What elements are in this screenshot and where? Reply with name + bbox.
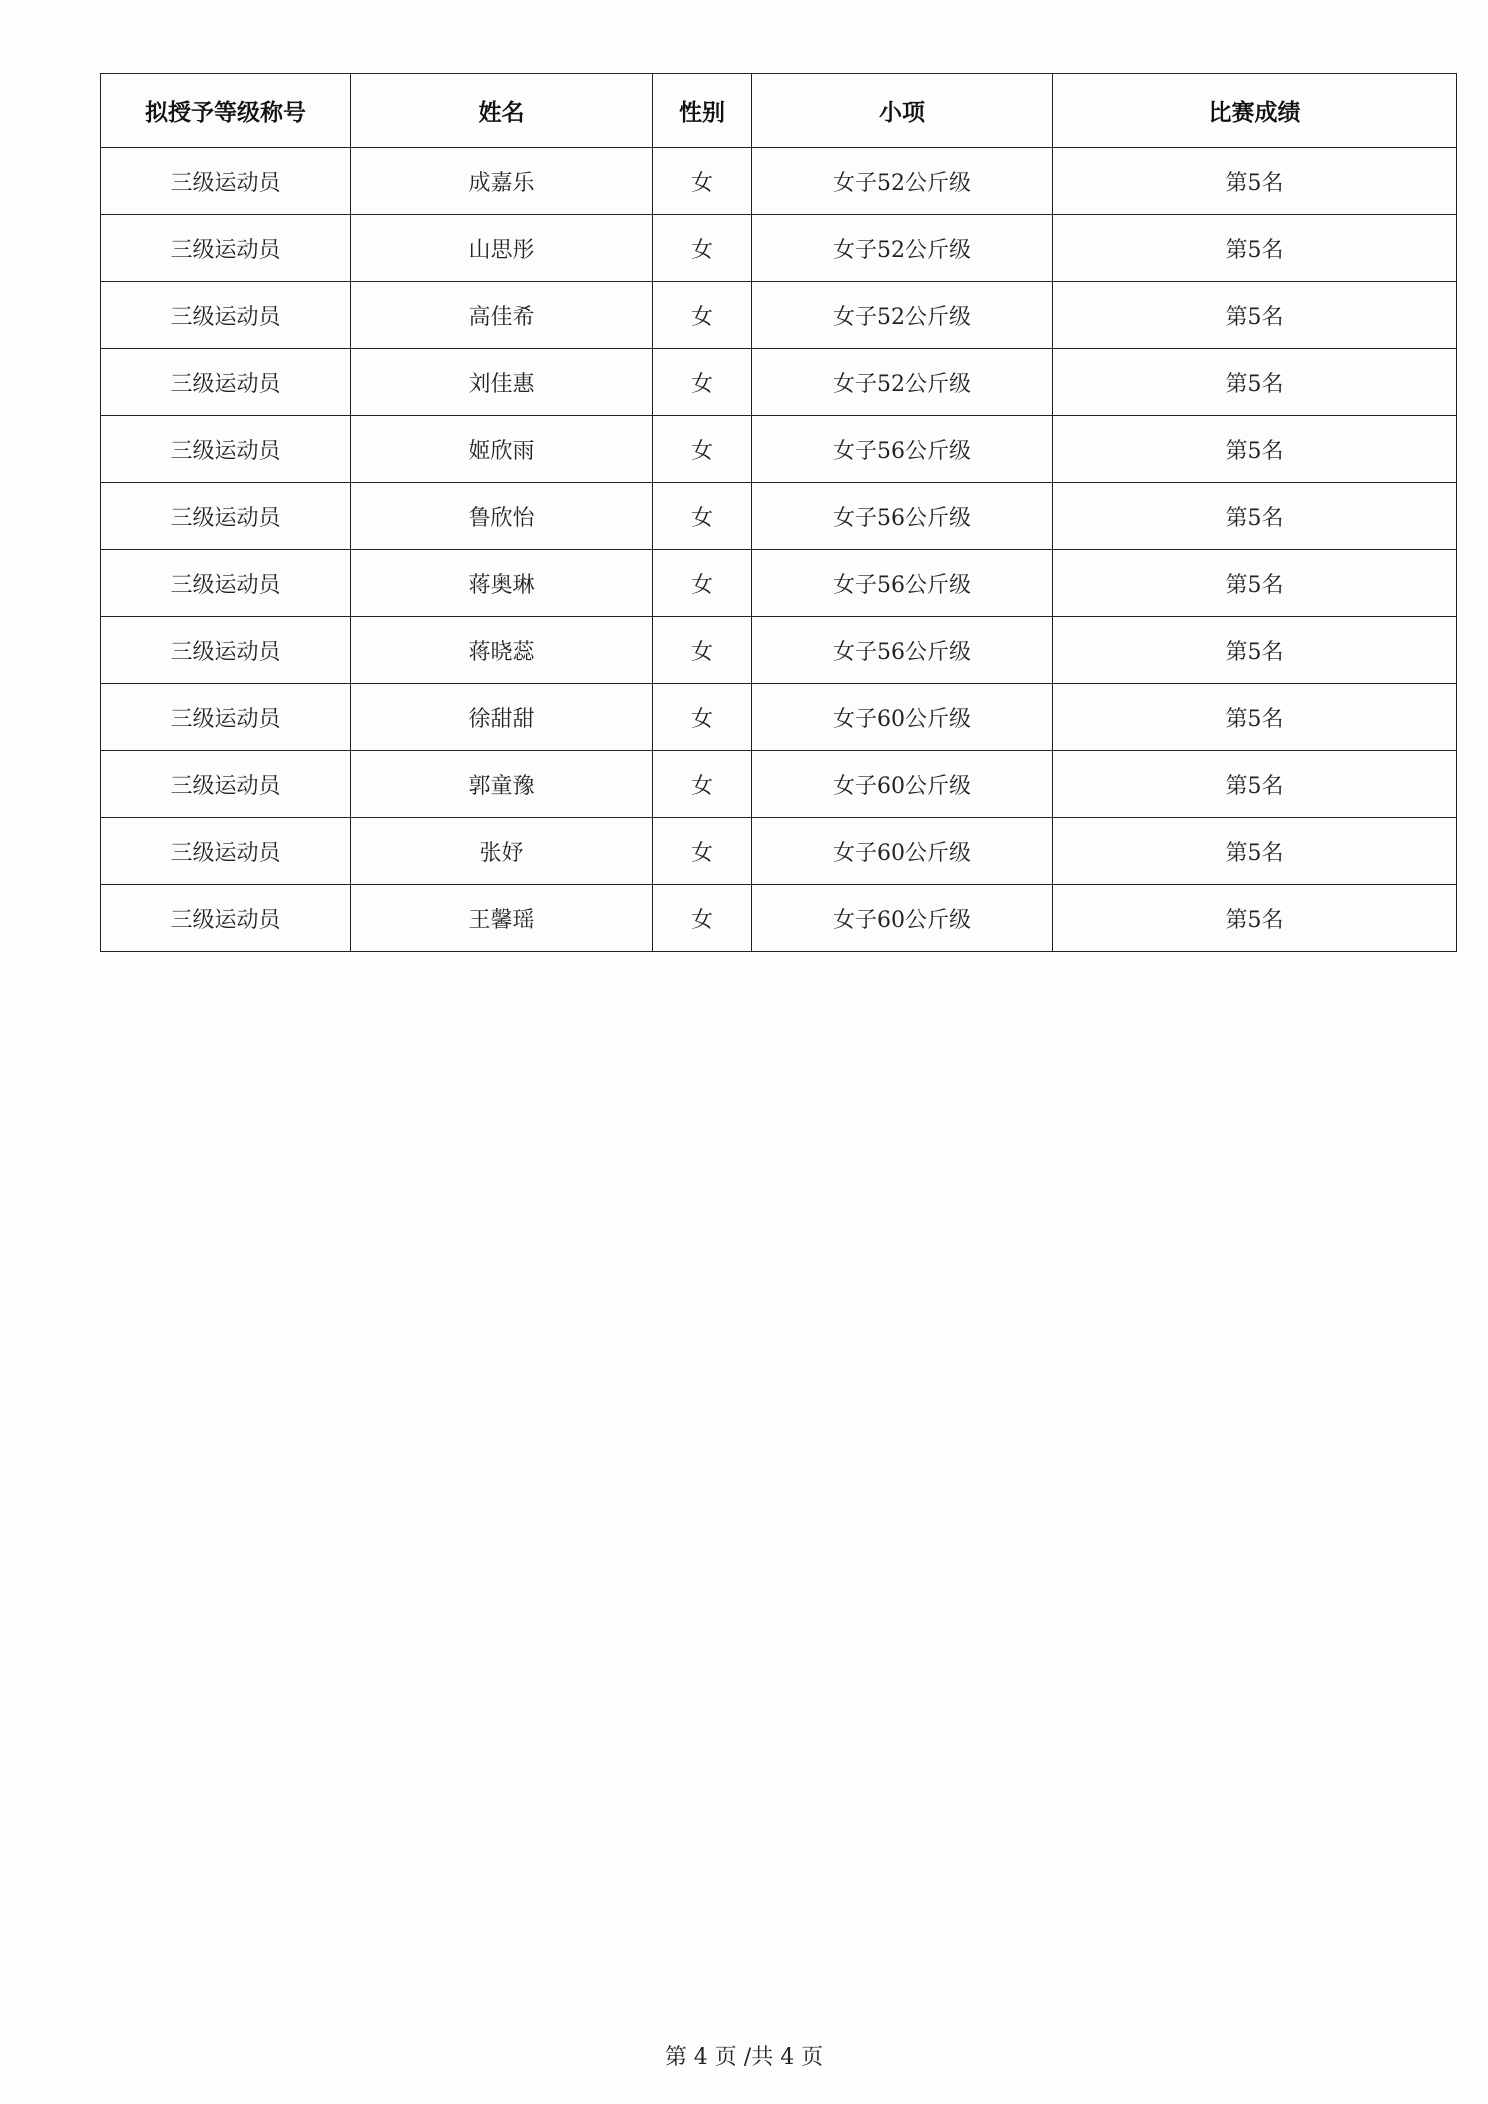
cell-grade-title: 三级运动员 (101, 215, 351, 282)
cell-gender: 女 (653, 885, 752, 952)
cell-event: 女子56公斤级 (752, 483, 1053, 550)
cell-gender: 女 (653, 751, 752, 818)
table-row (101, 818, 1457, 885)
cell-result: 第5名 (1053, 617, 1457, 684)
cell-gender: 女 (653, 818, 752, 885)
cell-result: 第5名 (1053, 416, 1457, 483)
table-header-row (101, 74, 1457, 148)
cell-grade-title: 三级运动员 (101, 483, 351, 550)
table-row (101, 550, 1457, 617)
table-row (101, 282, 1457, 349)
cell-result: 第5名 (1053, 684, 1457, 751)
cell-grade-title: 三级运动员 (101, 818, 351, 885)
cell-athlete-name: 成嘉乐 (351, 148, 653, 215)
table-row (101, 148, 1457, 215)
cell-grade-title: 三级运动员 (101, 550, 351, 617)
page-number-footer: 第 4 页 /共 4 页 (664, 2045, 824, 2070)
cell-grade-title: 三级运动员 (101, 684, 351, 751)
cell-athlete-name: 刘佳惠 (351, 349, 653, 416)
cell-grade-title: 三级运动员 (101, 416, 351, 483)
cell-result: 第5名 (1053, 885, 1457, 952)
cell-event: 女子60公斤级 (752, 684, 1053, 751)
cell-event: 女子56公斤级 (752, 617, 1053, 684)
cell-athlete-name: 鲁欣怡 (351, 483, 653, 550)
cell-athlete-name: 郭童豫 (351, 751, 653, 818)
header-result: 比赛成绩 (1053, 74, 1457, 148)
cell-event: 女子56公斤级 (752, 416, 1053, 483)
cell-athlete-name: 徐甜甜 (351, 684, 653, 751)
cell-event: 女子52公斤级 (752, 215, 1053, 282)
cell-gender: 女 (653, 617, 752, 684)
cell-event: 女子52公斤级 (752, 349, 1053, 416)
cell-result: 第5名 (1053, 751, 1457, 818)
header-name: 姓名 (351, 74, 653, 148)
cell-grade-title: 三级运动员 (101, 282, 351, 349)
cell-athlete-name: 姬欣雨 (351, 416, 653, 483)
table-row (101, 617, 1457, 684)
cell-result: 第5名 (1053, 282, 1457, 349)
cell-grade-title: 三级运动员 (101, 885, 351, 952)
athlete-grade-table (100, 73, 1457, 952)
cell-gender: 女 (653, 349, 752, 416)
cell-grade-title: 三级运动员 (101, 617, 351, 684)
header-grade-title: 拟授予等级称号 (101, 74, 351, 148)
cell-event: 女子56公斤级 (752, 550, 1053, 617)
cell-athlete-name: 蒋晓蕊 (351, 617, 653, 684)
cell-gender: 女 (653, 282, 752, 349)
cell-gender: 女 (653, 148, 752, 215)
cell-result: 第5名 (1053, 550, 1457, 617)
cell-event: 女子52公斤级 (752, 148, 1053, 215)
table-row (101, 215, 1457, 282)
cell-grade-title: 三级运动员 (101, 148, 351, 215)
table-row (101, 483, 1457, 550)
cell-athlete-name: 张妤 (351, 818, 653, 885)
cell-result: 第5名 (1053, 349, 1457, 416)
cell-athlete-name: 蒋奥琳 (351, 550, 653, 617)
cell-event: 女子60公斤级 (752, 818, 1053, 885)
cell-event: 女子52公斤级 (752, 282, 1053, 349)
cell-athlete-name: 山思彤 (351, 215, 653, 282)
cell-result: 第5名 (1053, 215, 1457, 282)
cell-grade-title: 三级运动员 (101, 751, 351, 818)
table-row (101, 349, 1457, 416)
cell-result: 第5名 (1053, 148, 1457, 215)
cell-gender: 女 (653, 215, 752, 282)
cell-athlete-name: 高佳希 (351, 282, 653, 349)
cell-athlete-name: 王馨瑶 (351, 885, 653, 952)
cell-event: 女子60公斤级 (752, 751, 1053, 818)
table-row (101, 684, 1457, 751)
cell-result: 第5名 (1053, 483, 1457, 550)
cell-gender: 女 (653, 416, 752, 483)
table-row (101, 885, 1457, 952)
cell-result: 第5名 (1053, 818, 1457, 885)
table-body (101, 148, 1457, 952)
cell-event: 女子60公斤级 (752, 885, 1053, 952)
header-gender: 性别 (653, 74, 752, 148)
table-row (101, 751, 1457, 818)
table-row (101, 416, 1457, 483)
header-event: 小项 (752, 74, 1053, 148)
cell-gender: 女 (653, 550, 752, 617)
cell-gender: 女 (653, 684, 752, 751)
cell-gender: 女 (653, 483, 752, 550)
cell-grade-title: 三级运动员 (101, 349, 351, 416)
